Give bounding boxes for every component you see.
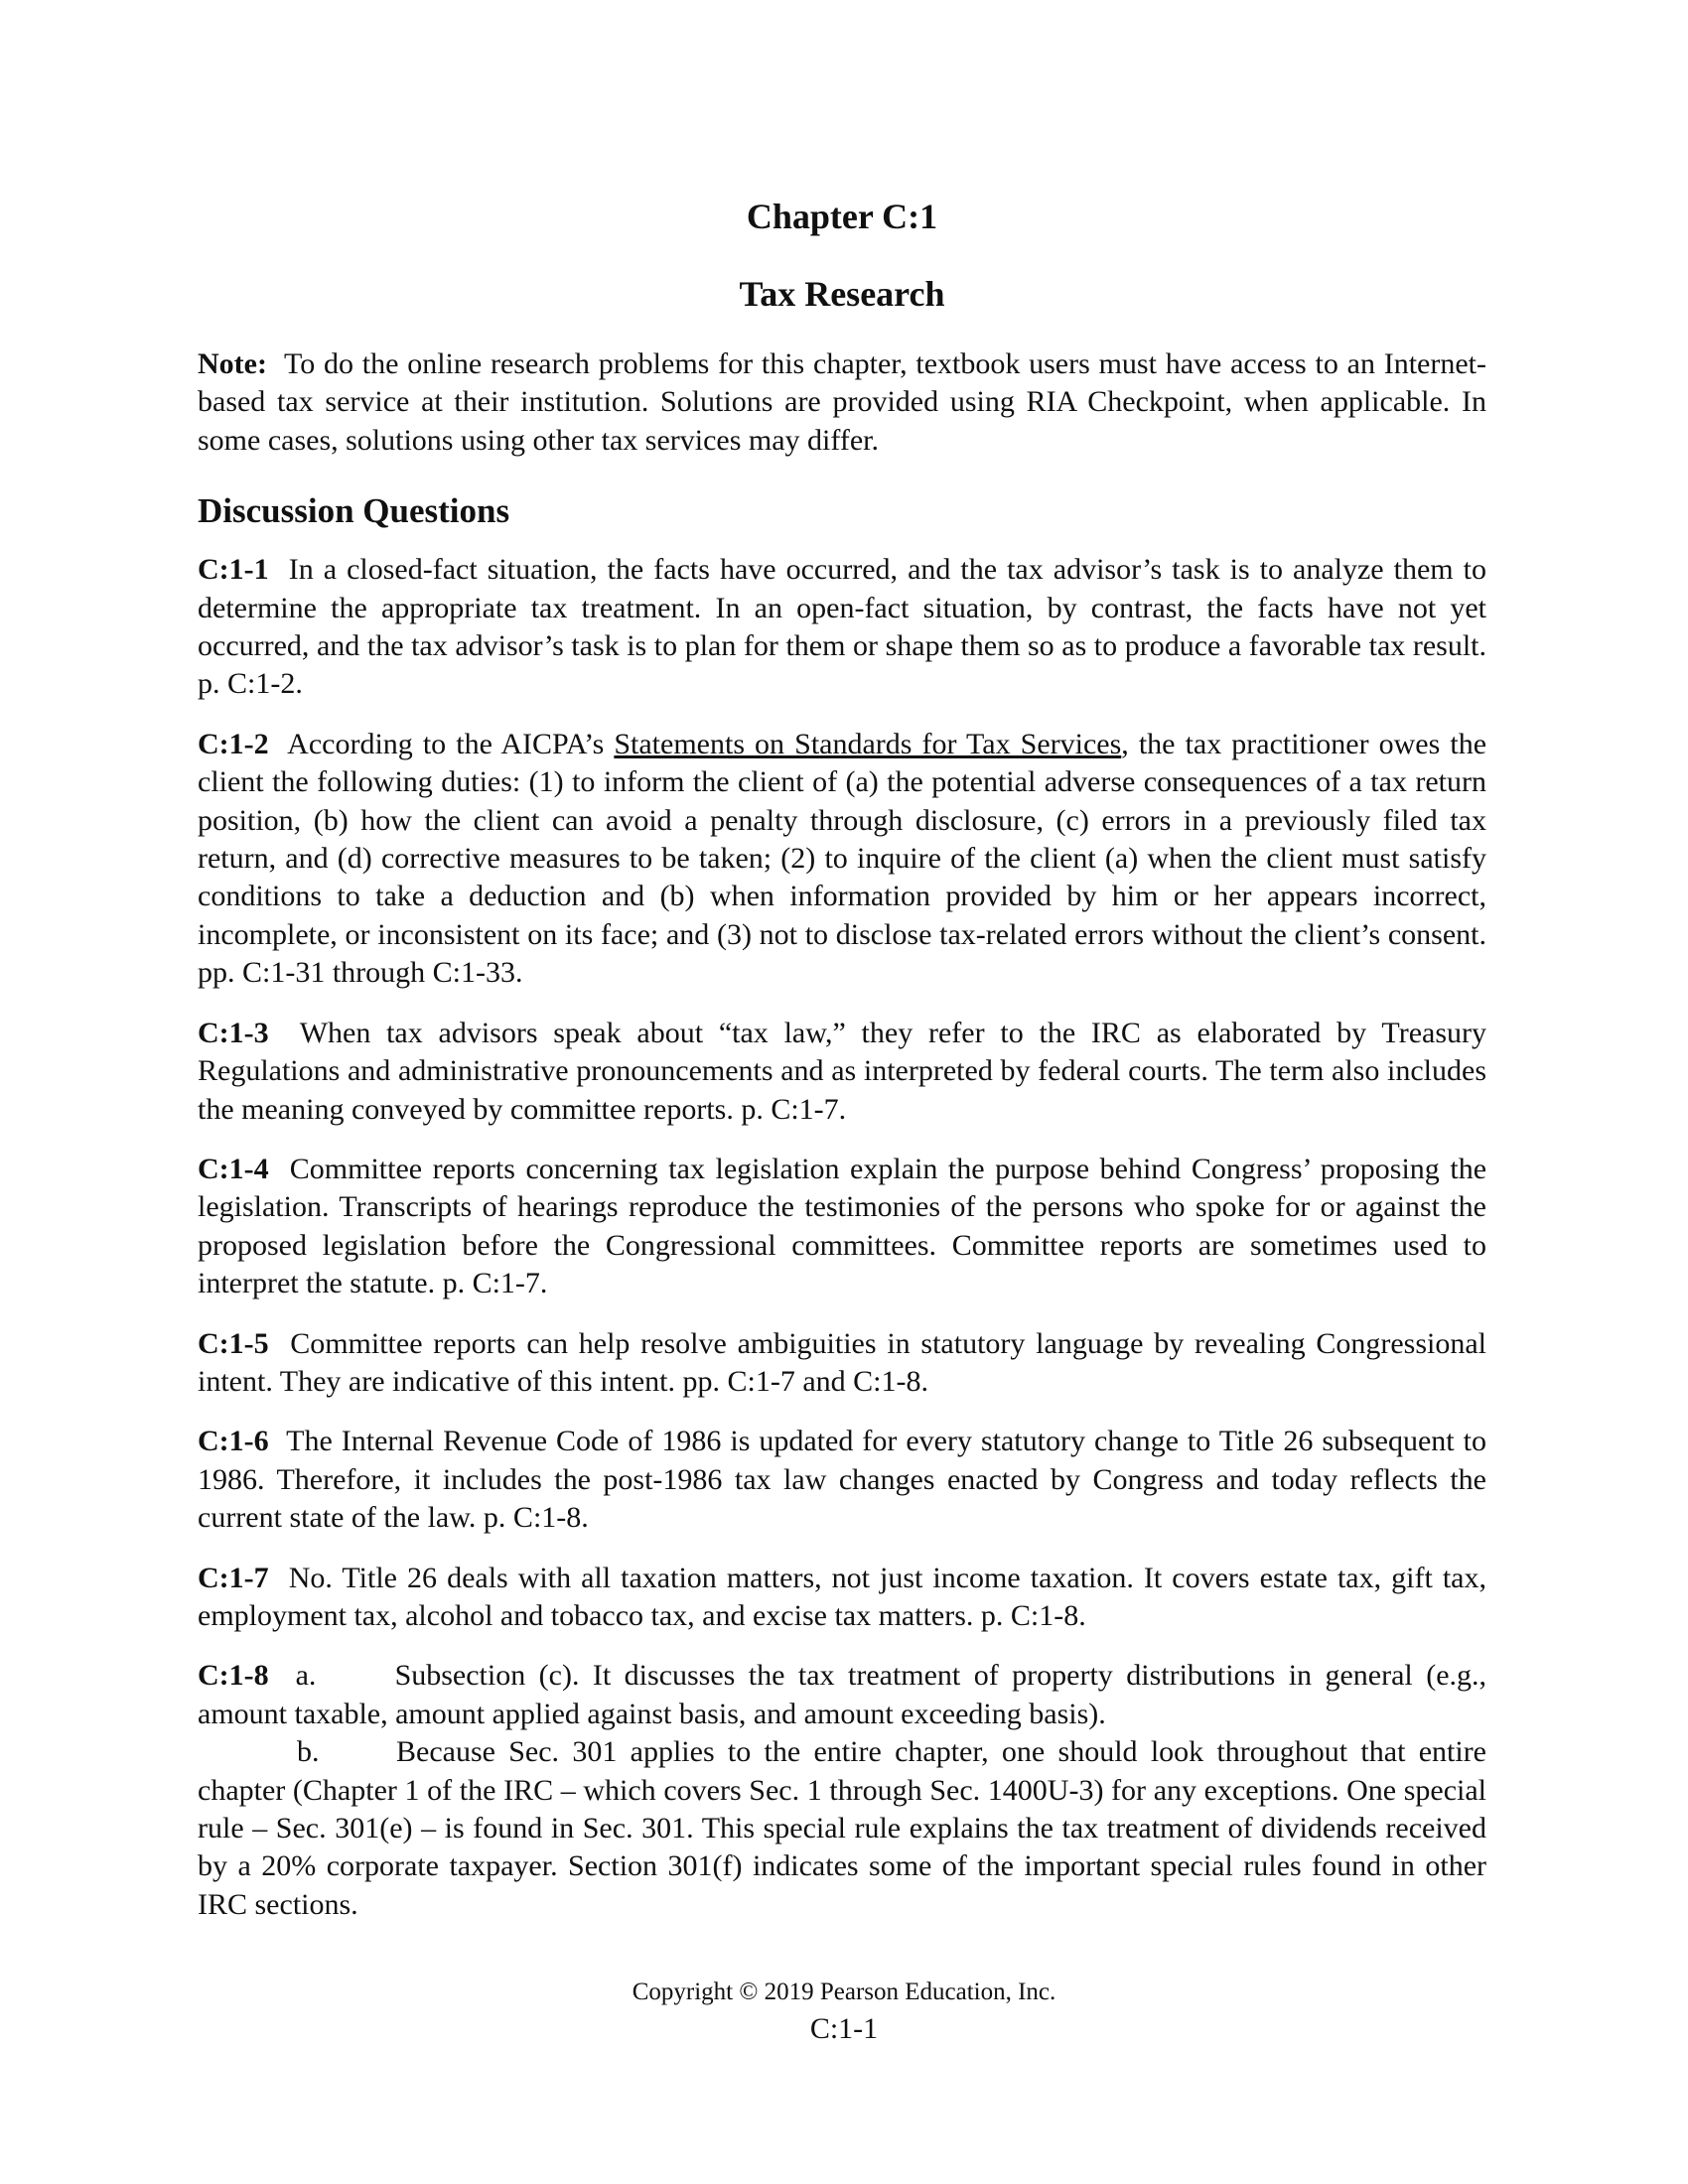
copyright-notice: Copyright © 2019 Pearson Education, Inc. xyxy=(632,1979,1056,2005)
note-paragraph xyxy=(198,345,1486,460)
question-text: No. Title 26 deals with all taxation matters, not just income taxation. It covers estate tax, gift tax, employment tax, alcohol and tobacco tax, and excise tax matters. p. C:1-8. xyxy=(198,1561,1486,1632)
question-c1-1 xyxy=(198,551,1486,704)
section-heading: Discussion Questions xyxy=(198,491,510,531)
note-text: To do the online research problems for this chapter, textbook users must have access to an Internet-based tax service at their institution. Solutions are provided using RIA Checkpoint, when applicable. In some cases, solutions using other tax services may differ. xyxy=(198,347,1486,457)
part-b-text: Because Sec. 301 applies to the entire chapter, one should look throughout that entire chapter (Chapter 1 of the IRC – which covers Sec. 1 through Sec. 1400U-3) for any exceptions. One special rule – Sec. 301(e) – is found in Sec. 301. This special rule explains the tax treatment of dividends received by a 20% corporate taxpayer. Section 301(f) indicates some of the important special rules found in other IRC sections. xyxy=(198,1735,1486,1921)
part-b-label: b. xyxy=(297,1735,320,1769)
question-id: C:1-8 xyxy=(198,1659,269,1693)
chapter-title: Chapter C:1 xyxy=(746,197,938,236)
question-text: The Internal Revenue Code of 1986 is updated for every statutory change to Title 26 subsequent to 1986. Therefore, it includes the post-1986 tax law changes enacted by Congress and today reflects the current state of the law. p. C:1-8. xyxy=(198,1425,1486,1535)
question-id: C:1-6 xyxy=(198,1425,269,1458)
chapter-subtitle: Tax Research xyxy=(739,274,945,314)
question-id: C:1-2 xyxy=(198,727,269,760)
question-text: In a closed-fact situation, the facts have occurred, and the tax advisor’s task is to analyze them to determine the appropriate tax treatment. In an open-fact situation, by contrast, the facts have not yet occurred, and the tax advisor’s task is to plan for them or shape them so as to produce a favorable tax result. p. C:1-2. xyxy=(198,553,1487,701)
statements-reference: Statements on Standards for Tax Services xyxy=(614,727,1122,760)
question-text: Committee reports can help resolve ambiguities in statutory language by revealing Congressional intent. They are indicative of this intent. pp. C:1-7 and C:1-8. xyxy=(198,1326,1487,1398)
question-id: C:1-3 xyxy=(198,1016,269,1049)
part-a-text: Subsection (c). It discusses the tax treatment of property distributions in general (e.g., amount taxable, amount applied against basis, and amount exceeding basis). xyxy=(198,1659,1487,1730)
question-id: C:1-7 xyxy=(198,1561,269,1594)
question-text-before: According to the AICPA’s xyxy=(287,727,605,760)
question-c1-8-part-b xyxy=(198,1733,1486,1924)
question-id: C:1-5 xyxy=(198,1326,269,1360)
question-id: C:1-4 xyxy=(198,1152,269,1185)
question-c1-4 xyxy=(198,1151,1486,1303)
page-content xyxy=(198,195,1486,1946)
question-c1-8-part-a xyxy=(198,1657,1486,1733)
question-text: When tax advisors speak about “tax law,” they refer to the IRC as elaborated by Treasury Regulations and administrative pronouncements and as interpreted by federal courts. The term also includes the meaning conveyed by committee reports. p. C:1-7. xyxy=(198,1016,1486,1126)
question-c1-2 xyxy=(198,726,1486,993)
question-id: C:1-1 xyxy=(198,553,269,587)
question-text: Committee reports concerning tax legislation explain the purpose behind Congress’ proposing the legislation. Transcripts of hearings reproduce the testimonies of the persons who spoke for or against the proposed legislation before the Congressional committees. Committee reports are sometimes used to interpret the statute. p. C:1-7. xyxy=(198,1152,1487,1300)
part-a-label: a. xyxy=(295,1659,317,1693)
question-c1-3 xyxy=(198,1015,1486,1129)
question-text-after: , the tax practitioner owes the client the following duties: (1) to inform the client of (a) the potential adverse consequences of a tax return position, (b) how the client can avoid a penalty through disclosure, (c) errors in a previously filed tax return, and (d) corrective measures to be taken; (2) to inquire of the client (a) when the client must satisfy conditions to take a deduction and (b) when information provided by him or her appears incorrect, incomplete, or inconsistent on its face; and (3) not to disclose tax-related errors without the client’s consent. pp. C:1-31 through C:1-33. xyxy=(198,727,1487,990)
page-number: C:1-1 xyxy=(809,2012,879,2045)
question-c1-5 xyxy=(198,1325,1486,1402)
page-footer xyxy=(0,1976,1688,2049)
question-c1-6 xyxy=(198,1423,1486,1537)
note-label: Note: xyxy=(198,347,267,380)
question-c1-7 xyxy=(198,1560,1486,1636)
